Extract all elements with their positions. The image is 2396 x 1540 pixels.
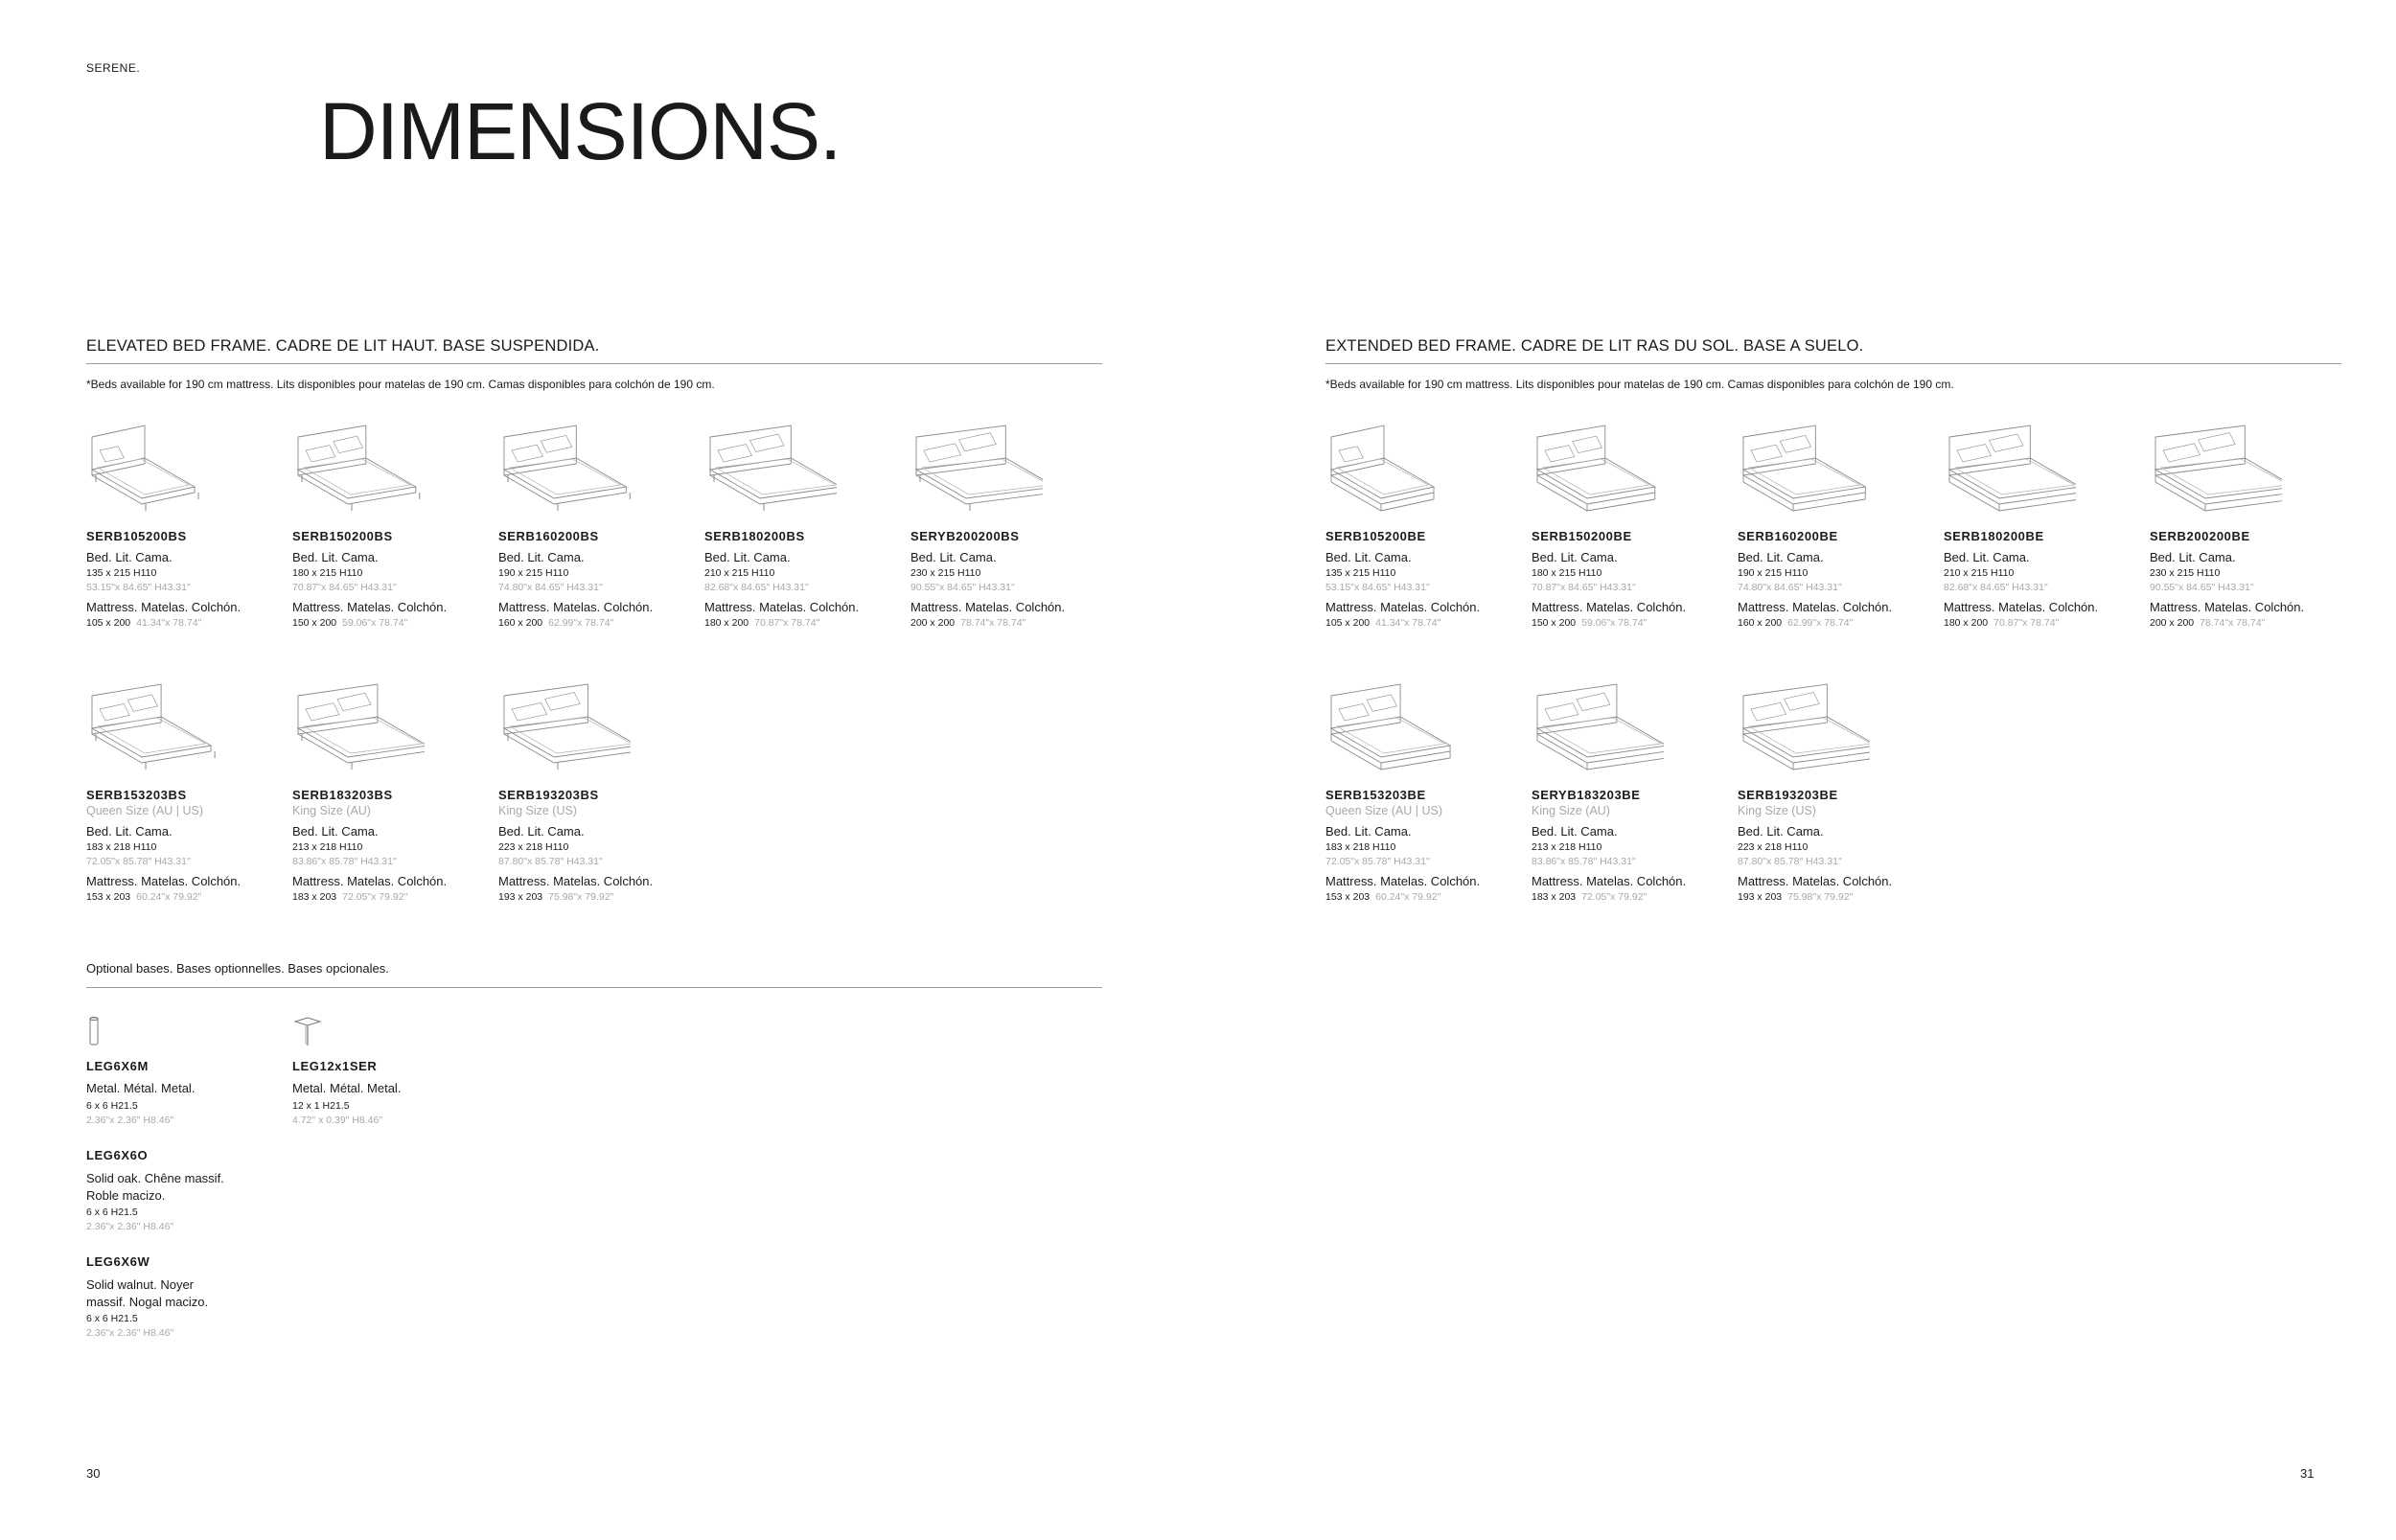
product-code: SERB200200BE xyxy=(2150,529,2250,543)
leg-material-line: Solid walnut. Noyer xyxy=(86,1277,194,1292)
bed-label: Bed. Lit. Cama. xyxy=(1532,824,1618,839)
size-name: King Size (US) xyxy=(498,804,577,817)
bed-dim-imperial: 70.87"x 84.65" H43.31" xyxy=(1532,582,1636,593)
mattress-dim-row xyxy=(1738,891,1929,903)
bed-label: Bed. Lit. Cama. xyxy=(1738,550,1824,564)
size-name: Queen Size (AU | US) xyxy=(1325,804,1443,817)
bed-drawing-icon xyxy=(290,678,425,784)
mattress-dim-row xyxy=(1325,891,1517,903)
bed-dim-imperial: 82.68"x 84.65" H43.31" xyxy=(1944,582,2048,593)
size-name: King Size (AU) xyxy=(1532,804,1610,817)
bed-dim: 210 x 215 H110 xyxy=(704,567,775,579)
bed-label: Bed. Lit. Cama. xyxy=(910,550,997,564)
product-card xyxy=(498,420,690,629)
bed-dim-imperial: 83.86"x 85.78" H43.31" xyxy=(292,856,397,867)
leg-code: LEG6X6M xyxy=(86,1059,149,1073)
mattress-dim: 160 x 200 xyxy=(1738,617,1783,629)
bed-drawing-icon xyxy=(84,678,219,784)
mattress-dim-row xyxy=(1532,891,1723,903)
leg-item xyxy=(86,1254,278,1339)
mattress-dim: 153 x 203 xyxy=(1325,891,1371,903)
optional-bases-section xyxy=(86,961,1102,1340)
product-card xyxy=(292,678,484,903)
mattress-dim: 180 x 200 xyxy=(704,617,749,629)
bed-dim: 210 x 215 H110 xyxy=(1944,567,2015,579)
leg-code: LEG6X6O xyxy=(86,1148,149,1162)
mattress-dim: 193 x 203 xyxy=(498,891,543,903)
bed-dim-imperial: 90.55"x 84.65" H43.31" xyxy=(910,582,1015,593)
mattress-dim-imperial: 41.34"x 78.74" xyxy=(136,617,202,629)
bed-dim-imperial: 72.05"x 85.78" H43.31" xyxy=(1325,856,1430,867)
leg-material-line: massif. Nogal macizo. xyxy=(86,1294,209,1309)
leg-plate-icon xyxy=(292,1016,325,1048)
product-code: SERB153203BE xyxy=(1325,788,1426,802)
mattress-dim: 105 x 200 xyxy=(1325,617,1371,629)
mattress-dim: 150 x 200 xyxy=(1532,617,1577,629)
brand-label: SERENE. xyxy=(86,61,141,75)
mattress-label: Mattress. Matelas. Colchón. xyxy=(1532,874,1687,888)
product-card xyxy=(86,420,278,629)
bed-dim: 190 x 215 H110 xyxy=(1738,567,1809,579)
leg-cylinder-icon xyxy=(86,1016,105,1048)
mattress-label: Mattress. Matelas. Colchón. xyxy=(292,600,448,614)
mattress-label: Mattress. Matelas. Colchón. xyxy=(498,600,654,614)
mattress-dim-row xyxy=(86,891,278,903)
product-code: SERYB200200BS xyxy=(910,529,1020,543)
bed-dim-imperial: 53.15"x 84.65" H43.31" xyxy=(1325,582,1430,593)
mattress-dim: 183 x 203 xyxy=(292,891,337,903)
leg-material-line: Roble macizo. xyxy=(86,1187,166,1203)
product-code: SERB105200BE xyxy=(1325,529,1426,543)
mattress-dim-imperial: 62.99"x 78.74" xyxy=(548,617,614,629)
section-heading: ELEVATED BED FRAME. CADRE DE LIT HAUT. BASE SUSPENDIDA. xyxy=(86,337,1102,364)
bed-label: Bed. Lit. Cama. xyxy=(704,550,791,564)
leg-material xyxy=(86,1276,278,1310)
bed-dim: 180 x 215 H110 xyxy=(292,567,363,579)
bed-label: Bed. Lit. Cama. xyxy=(86,550,173,564)
mattress-dim-row xyxy=(704,617,896,629)
mattress-dim-row xyxy=(498,891,690,903)
bed-dim: 230 x 215 H110 xyxy=(2150,567,2221,579)
mattress-label: Mattress. Matelas. Colchón. xyxy=(498,874,654,888)
leg-code: LEG12x1SER xyxy=(292,1059,378,1073)
leg-dim-imperial: 2.36"x 2.36" H8.46" xyxy=(86,1221,174,1233)
product-code: SERB193203BS xyxy=(498,788,599,802)
product-card xyxy=(1325,420,1517,629)
mattress-label: Mattress. Matelas. Colchón. xyxy=(292,874,448,888)
leg-dim-imperial: 4.72" x 0.39" H8.46" xyxy=(292,1114,383,1126)
mattress-dim-row xyxy=(910,617,1102,629)
mattress-dim-imperial: 75.98"x 79.92" xyxy=(1787,891,1854,903)
mattress-label: Mattress. Matelas. Colchón. xyxy=(1325,600,1481,614)
mattress-dim-row xyxy=(1944,617,2135,629)
leg-item xyxy=(86,1148,278,1232)
bed-dim: 190 x 215 H110 xyxy=(498,567,569,579)
leg-dim: 6 x 6 H21.5 xyxy=(86,1313,138,1325)
bed-drawing-icon xyxy=(1324,678,1458,784)
product-code: SERB150200BS xyxy=(292,529,393,543)
bed-drawing-icon xyxy=(496,678,631,784)
mattress-dim: 180 x 200 xyxy=(1944,617,1989,629)
leg-dim: 6 x 6 H21.5 xyxy=(86,1207,138,1219)
bed-drawing-icon xyxy=(496,420,631,525)
leg-code: LEG6X6W xyxy=(86,1254,150,1269)
product-card xyxy=(498,678,690,903)
product-card xyxy=(704,420,896,629)
mattress-dim-row xyxy=(2150,617,2341,629)
bed-drawing-icon xyxy=(1324,420,1458,525)
mattress-dim-imperial: 59.06"x 78.74" xyxy=(1581,617,1647,629)
mattress-dim: 105 x 200 xyxy=(86,617,131,629)
bed-drawing-icon xyxy=(703,420,837,525)
mattress-dim-imperial: 41.34"x 78.74" xyxy=(1375,617,1441,629)
leg-dim: 6 x 6 H21.5 xyxy=(86,1099,138,1112)
mattress-dim-imperial: 59.06"x 78.74" xyxy=(342,617,408,629)
mattress-dim-row xyxy=(1325,617,1517,629)
mattress-dim-imperial: 70.87"x 78.74" xyxy=(754,617,820,629)
mattress-dim-imperial: 60.24"x 79.92" xyxy=(136,891,202,903)
product-code: SERB105200BS xyxy=(86,529,187,543)
bed-drawing-icon xyxy=(2148,420,2282,525)
bed-dim-imperial: 90.55"x 84.65" H43.31" xyxy=(2150,582,2254,593)
bed-dim-imperial: 53.15"x 84.65" H43.31" xyxy=(86,582,191,593)
mattress-dim-row xyxy=(86,617,278,629)
bed-label: Bed. Lit. Cama. xyxy=(498,824,585,839)
bed-label: Bed. Lit. Cama. xyxy=(292,824,379,839)
mattress-label: Mattress. Matelas. Colchón. xyxy=(1532,600,1687,614)
mattress-dim-row xyxy=(1532,617,1723,629)
mattress-dim: 200 x 200 xyxy=(2150,617,2195,629)
mattress-dim-imperial: 70.87"x 78.74" xyxy=(1993,617,2060,629)
mattress-label: Mattress. Matelas. Colchón. xyxy=(86,874,242,888)
bed-dim-imperial: 87.80"x 85.78" H43.31" xyxy=(1738,856,1842,867)
bed-dim-imperial: 70.87"x 84.65" H43.31" xyxy=(292,582,397,593)
mattress-dim-imperial: 72.05"x 79.92" xyxy=(342,891,408,903)
mattress-dim: 200 x 200 xyxy=(910,617,956,629)
bed-label: Bed. Lit. Cama. xyxy=(1532,550,1618,564)
bed-drawing-icon xyxy=(1530,678,1664,784)
mattress-dim: 150 x 200 xyxy=(292,617,337,629)
mattress-dim-imperial: 72.05"x 79.92" xyxy=(1581,891,1647,903)
bed-drawing-icon xyxy=(1942,420,2076,525)
leg-material-line: Solid oak. Chêne massif. xyxy=(86,1171,224,1185)
bed-dim-imperial: 74.80"x 84.65" H43.31" xyxy=(498,582,603,593)
bed-label: Bed. Lit. Cama. xyxy=(292,550,379,564)
leg-material: Metal. Métal. Metal. xyxy=(86,1081,196,1095)
product-code: SERB193203BE xyxy=(1738,788,1838,802)
product-card xyxy=(1738,420,1929,629)
mattress-dim-imperial: 78.74"x 78.74" xyxy=(2200,617,2266,629)
size-name: King Size (AU) xyxy=(292,804,371,817)
product-card xyxy=(1944,420,2135,629)
mattress-label: Mattress. Matelas. Colchón. xyxy=(1944,600,2099,614)
mattress-label: Mattress. Matelas. Colchón. xyxy=(1738,874,1893,888)
bed-label: Bed. Lit. Cama. xyxy=(498,550,585,564)
product-code: SERB150200BE xyxy=(1532,529,1632,543)
mattress-label: Mattress. Matelas. Colchón. xyxy=(86,600,242,614)
mattress-label: Mattress. Matelas. Colchón. xyxy=(2150,600,2305,614)
bed-dim: 213 x 218 H110 xyxy=(292,841,363,853)
bed-dim-imperial: 87.80"x 85.78" H43.31" xyxy=(498,856,603,867)
mattress-label: Mattress. Matelas. Colchón. xyxy=(704,600,860,614)
bed-dim-imperial: 83.86"x 85.78" H43.31" xyxy=(1532,856,1636,867)
bed-dim: 223 x 218 H110 xyxy=(498,841,569,853)
product-code: SERB160200BS xyxy=(498,529,599,543)
product-card xyxy=(86,678,278,903)
bed-label: Bed. Lit. Cama. xyxy=(1944,550,2030,564)
mattress-dim-imperial: 78.74"x 78.74" xyxy=(960,617,1026,629)
extended-section xyxy=(1325,337,2341,903)
page-number-right: 31 xyxy=(2300,1466,2315,1481)
page-title: DIMENSIONS. xyxy=(319,86,841,176)
mattress-dim: 160 x 200 xyxy=(498,617,543,629)
size-name: Queen Size (AU | US) xyxy=(86,804,204,817)
mattress-label: Mattress. Matelas. Colchón. xyxy=(1325,874,1481,888)
section-heading: EXTENDED BED FRAME. CADRE DE LIT RAS DU SOL. BASE A SUELO. xyxy=(1325,337,2341,364)
bed-label: Bed. Lit. Cama. xyxy=(86,824,173,839)
bed-drawing-icon xyxy=(1736,420,1870,525)
bed-dim-imperial: 82.68"x 84.65" H43.31" xyxy=(704,582,809,593)
bed-label: Bed. Lit. Cama. xyxy=(2150,550,2236,564)
optional-bases-heading: Optional bases. Bases optionnelles. Bases opcionales. xyxy=(86,961,1102,988)
mattress-dim-imperial: 75.98"x 79.92" xyxy=(548,891,614,903)
product-code: SERB180200BE xyxy=(1944,529,2044,543)
bed-dim: 135 x 215 H110 xyxy=(86,567,157,579)
bed-dim: 135 x 215 H110 xyxy=(1325,567,1396,579)
mattress-dim: 183 x 203 xyxy=(1532,891,1577,903)
product-card xyxy=(1532,678,1723,903)
leg-material xyxy=(86,1170,278,1204)
section-note: *Beds available for 190 cm mattress. Lits disponibles pour matelas de 190 cm. Camas disponibles para colchón de 190 cm. xyxy=(1325,378,1954,391)
product-card xyxy=(2150,420,2341,629)
bed-drawing-icon xyxy=(1530,420,1664,525)
mattress-dim-row xyxy=(1738,617,1929,629)
product-card xyxy=(1532,420,1723,629)
leg-dim-imperial: 2.36"x 2.36" H8.46" xyxy=(86,1327,174,1340)
product-card xyxy=(1738,678,1929,903)
mattress-label: Mattress. Matelas. Colchón. xyxy=(910,600,1066,614)
leg-dim-imperial: 2.36"x 2.36" H8.46" xyxy=(86,1114,174,1126)
product-code: SERB153203BS xyxy=(86,788,187,802)
mattress-label: Mattress. Matelas. Colchón. xyxy=(1738,600,1893,614)
product-card xyxy=(292,420,484,629)
bed-dim-imperial: 74.80"x 84.65" H43.31" xyxy=(1738,582,1842,593)
elevated-section xyxy=(86,337,1102,903)
mattress-dim-imperial: 62.99"x 78.74" xyxy=(1787,617,1854,629)
bed-label: Bed. Lit. Cama. xyxy=(1325,824,1412,839)
section-note: *Beds available for 190 cm mattress. Lits disponibles pour matelas de 190 cm. Camas disponibles para colchón de 190 cm. xyxy=(86,378,715,391)
mattress-dim-row xyxy=(498,617,690,629)
leg-item xyxy=(86,1016,278,1126)
bed-dim: 213 x 218 H110 xyxy=(1532,841,1602,853)
mattress-dim: 153 x 203 xyxy=(86,891,131,903)
leg-dim: 12 x 1 H21.5 xyxy=(292,1099,350,1112)
bed-drawing-icon xyxy=(909,420,1043,525)
size-name: King Size (US) xyxy=(1738,804,1816,817)
bed-dim: 230 x 215 H110 xyxy=(910,567,981,579)
bed-drawing-icon xyxy=(1736,678,1870,784)
mattress-dim: 193 x 203 xyxy=(1738,891,1783,903)
mattress-dim-row xyxy=(292,617,484,629)
bed-label: Bed. Lit. Cama. xyxy=(1738,824,1824,839)
bed-drawing-icon xyxy=(290,420,425,525)
mattress-dim-imperial: 60.24"x 79.92" xyxy=(1375,891,1441,903)
mattress-dim-row xyxy=(292,891,484,903)
product-code: SERB183203BS xyxy=(292,788,393,802)
leg-material: Metal. Métal. Metal. xyxy=(292,1081,402,1095)
product-code: SERB160200BE xyxy=(1738,529,1838,543)
bed-dim-imperial: 72.05"x 85.78" H43.31" xyxy=(86,856,191,867)
product-code: SERB180200BS xyxy=(704,529,805,543)
bed-dim: 183 x 218 H110 xyxy=(1325,841,1396,853)
bed-dim: 180 x 215 H110 xyxy=(1532,567,1602,579)
page-number-left: 30 xyxy=(86,1466,101,1481)
leg-item xyxy=(292,1016,484,1126)
product-code: SERYB183203BE xyxy=(1532,788,1641,802)
bed-dim: 223 x 218 H110 xyxy=(1738,841,1809,853)
bed-drawing-icon xyxy=(84,420,219,525)
product-card xyxy=(910,420,1102,629)
product-card xyxy=(1325,678,1517,903)
bed-dim: 183 x 218 H110 xyxy=(86,841,157,853)
bed-label: Bed. Lit. Cama. xyxy=(1325,550,1412,564)
